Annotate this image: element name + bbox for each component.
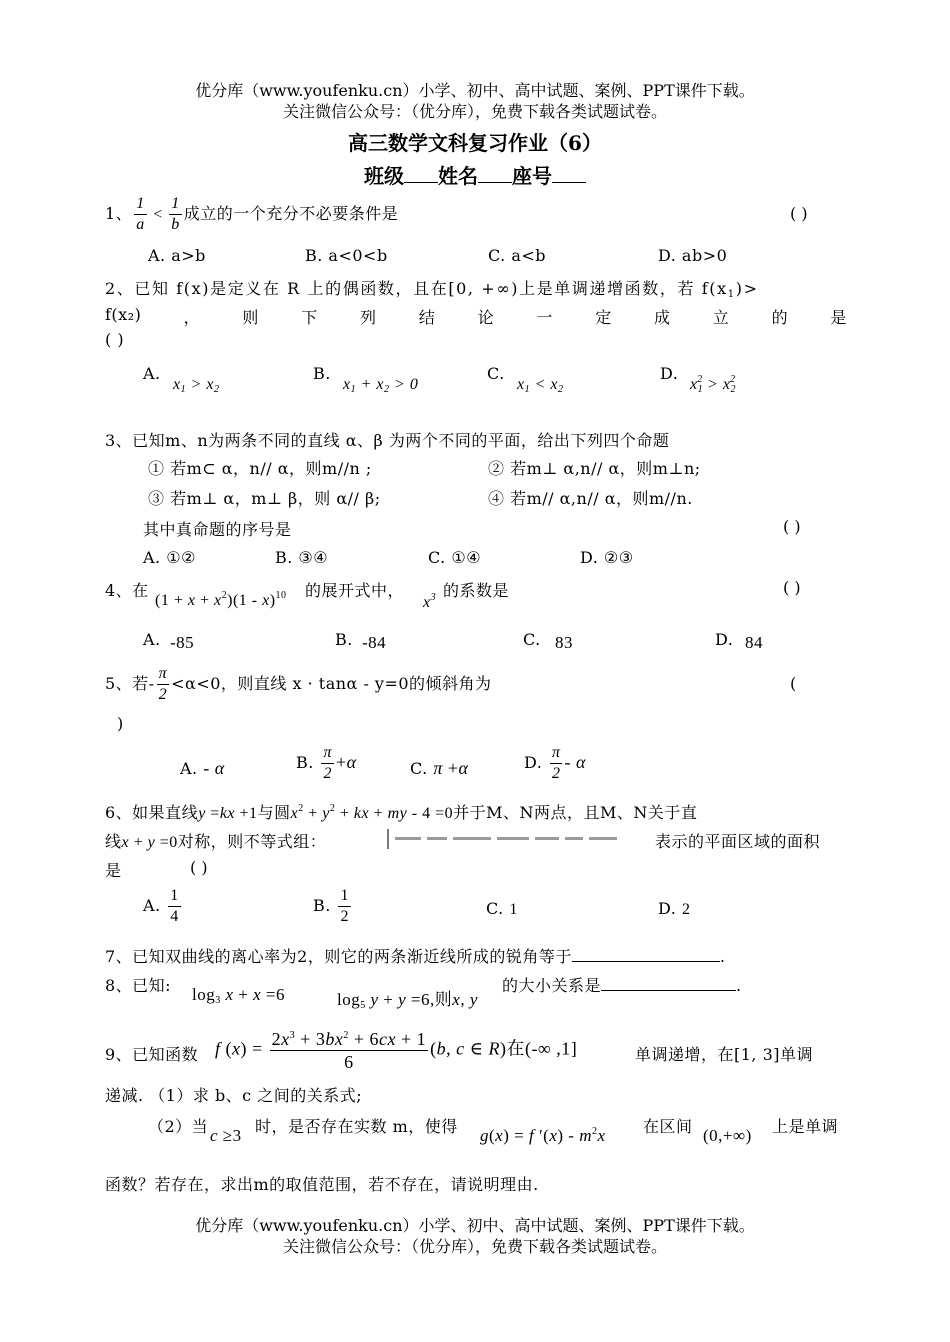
fraction-1-over-b: $\frac{1}{b}$ (171, 195, 180, 233)
question-9-line-3c: 在区间 (643, 1117, 693, 1136)
question-9-tail: 单调递增，在[1, 3]单调 (635, 1045, 814, 1064)
seat-label: 座号 (512, 164, 552, 188)
q4-option-c-value: 83 (555, 633, 573, 652)
fraction-1-over-a: $\frac{1}{a}$ (136, 195, 145, 233)
question-9-line-2: 递减. （1）求 b、c 之间的关系式; (105, 1086, 363, 1105)
q3-ask: 其中真命题的序号是 (143, 520, 292, 539)
q4-x-cubed: $x^3$ (423, 592, 437, 611)
question-7: 7、已知双曲线的离心率为2，则它的两条渐近线所成的锐角等于 . (105, 947, 726, 966)
q9-g-function: g(x) = f $'(x) - m^2x$ (480, 1126, 606, 1145)
name-label: 姓名 (438, 164, 478, 188)
question-6-line-3: 是 (105, 861, 122, 880)
q5-option-b: B. $\frac{\pi}{2}$ +α (296, 744, 357, 782)
q1-option-d: D. ab>0 (658, 246, 728, 265)
question-6-line-1: 6、如果直线y =kx +1与圆$x^2 + y^2$ + kx + my - 4 =0并于M、N两点，且M、N关于直 (105, 803, 698, 822)
header-line-2: 关注微信公众号：（优分库），免费下载各类试题试卷。 (282, 102, 667, 121)
q3-option-a: A. ①② (143, 548, 196, 567)
page-title: 高三数学文科复习作业（6） (348, 131, 602, 155)
q3-option-b: B. ③④ (275, 548, 329, 567)
q5-option-c: C. π +α (410, 758, 469, 778)
q5-option-d: D. $\frac{\pi}{2}$ - α (524, 744, 586, 782)
question-9-line-4: 函数？若存在，求出m的取值范围，若不存在，请说明理由. (105, 1175, 539, 1194)
q4-mid-text: 的展开式中， (305, 581, 405, 600)
q2-option-c-label: C. (487, 364, 505, 383)
seat-blank (552, 182, 586, 183)
q9-function: f (x) = $\frac{2x^3 + 3bx^2 + 6cx + 1}{6}$ (b, c ∈ R)在(-∞ ,1] (215, 1029, 578, 1072)
q9-condition: c ≥3 (210, 1126, 242, 1145)
question-2-answer-paren: ( ) (105, 330, 125, 349)
q2-option-a-label: A. (143, 364, 161, 383)
q4-end-text: 的系数是 (443, 581, 510, 600)
q8-equation-1: $\log_3 x + x =6$ (192, 985, 286, 1006)
q3-option-d: D. ②③ (580, 548, 634, 567)
question-5-stem: 5、若- $\frac{\pi}{2}$ <α<0，则直线 x · tanα - y=0的倾斜角为 (105, 665, 492, 703)
q6-option-c: C. 1 (486, 899, 518, 918)
q5-option-a: A. - α (180, 758, 225, 778)
q3-proposition-4: ④ 若m// α,n// α，则m//n. (488, 489, 693, 508)
question-3-stem: 3、已知m、n为两条不同的直线 α、β 为两个不同的平面，给出下列四个命题 (105, 431, 670, 450)
question-1-stem: 1、 $\frac{1}{a}$ < $\frac{1}{b}$ 成立的一个充分不必要条件是 (105, 195, 399, 233)
question-8-label: 8、已知: (105, 976, 172, 995)
q1-option-c: C. a<b (488, 246, 547, 265)
q4-option-d-label: D. (715, 630, 734, 649)
fraction-pi-over-2: $\frac{\pi}{2}$ (158, 665, 168, 703)
q3-proposition-3: ③ 若m⊥ α，m⊥ β，则 α// β; (148, 489, 381, 508)
question-6-answer-paren: ( ) (190, 858, 208, 877)
question-6-line-2: 线x + y =0对称，则不等式组： (105, 832, 327, 851)
q2-option-c-expr: $x_1 < x_2$ (517, 376, 564, 395)
question-6-line-2-end: 表示的平面区域的面积 (655, 832, 821, 851)
inequality-system-image (384, 828, 649, 848)
q4-expression: $(1 + x + x^2)(1 - x)^{10}$ (155, 590, 287, 609)
question-2-line-2: f(x₂) ， 则 下 列 结 论 一 定 成 立 的 是 (105, 305, 847, 327)
q6-option-d: D. 2 (658, 899, 691, 918)
q4-option-a-label: A. (143, 630, 161, 649)
q2-option-a-expr: $x_1 > x_2$ (173, 376, 220, 395)
footer-line-2: 关注微信公众号：（优分库），免费下载各类试题试卷。 (282, 1237, 667, 1256)
footer-line-1: 优分库（www.youfenku.cn）小学、初中、高中试题、案例、PPT课件下载。 (195, 1216, 755, 1235)
q4-option-b-value: -84 (362, 633, 387, 652)
q3-option-c: C. ①④ (428, 548, 482, 567)
question-4-num: 4、在 (105, 581, 149, 600)
q2-option-d-label: D. (660, 364, 679, 383)
q2-option-b-label: B. (313, 364, 331, 383)
question-1-answer-paren: ( ) (790, 204, 808, 223)
q2-option-b-expr: $x_1 + x_2 > 0$ (343, 376, 419, 395)
question-5-answer-paren-open: ( (790, 674, 797, 693)
q4-option-a-value: -85 (170, 633, 195, 652)
question-5-answer-paren-close: ) (117, 714, 124, 733)
header-line-1: 优分库（www.youfenku.cn）小学、初中、高中试题、案例、PPT课件下载。 (195, 81, 755, 100)
question-8-end: 的大小关系是 . (502, 976, 742, 995)
class-blank (404, 182, 438, 183)
name-blank (478, 182, 512, 183)
question-2-line-1: 2、已知 f(x)是定义在 R 上的偶函数，且在[0, +∞)上是单调递增函数，若 $f(x_1)>$ (105, 279, 759, 300)
q6-option-a: A. $\frac{1}{4}$ (143, 887, 179, 925)
q4-option-c-label: C. (523, 630, 541, 649)
question-3-answer-paren: ( ) (783, 517, 801, 536)
q6-option-b: B. $\frac{1}{2}$ (313, 887, 349, 925)
q1-option-b: B. a<0<b (305, 246, 388, 265)
q1-option-a: A. a>b (148, 246, 206, 265)
q2-option-d-expr: $x_1^2 > x_2^2$ (690, 374, 737, 395)
class-label: 班级 (364, 164, 404, 188)
q9-interval: (0,+∞) (703, 1126, 752, 1145)
q3-proposition-1: ① 若m⊂ α，n// α，则m//n ; (148, 459, 372, 478)
q4-option-d-value: 84 (745, 633, 763, 652)
question-9-line-3d: 上是单调 (772, 1117, 839, 1136)
question-4-answer-paren: ( ) (783, 578, 801, 597)
question-9-num: 9、已知函数 (105, 1045, 199, 1064)
question-9-line-3a: （2）当 (148, 1117, 209, 1136)
q8-equation-2: $\log_5 y + y =6$,则x, y (337, 990, 478, 1011)
page-subtitle (0, 160, 950, 189)
q4-option-b-label: B. (335, 630, 353, 649)
question-9-line-3b: 时，是否存在实数 m，使得 (255, 1117, 458, 1136)
q3-proposition-2: ② 若m⊥ α,n// α，则m⊥n; (488, 459, 701, 478)
